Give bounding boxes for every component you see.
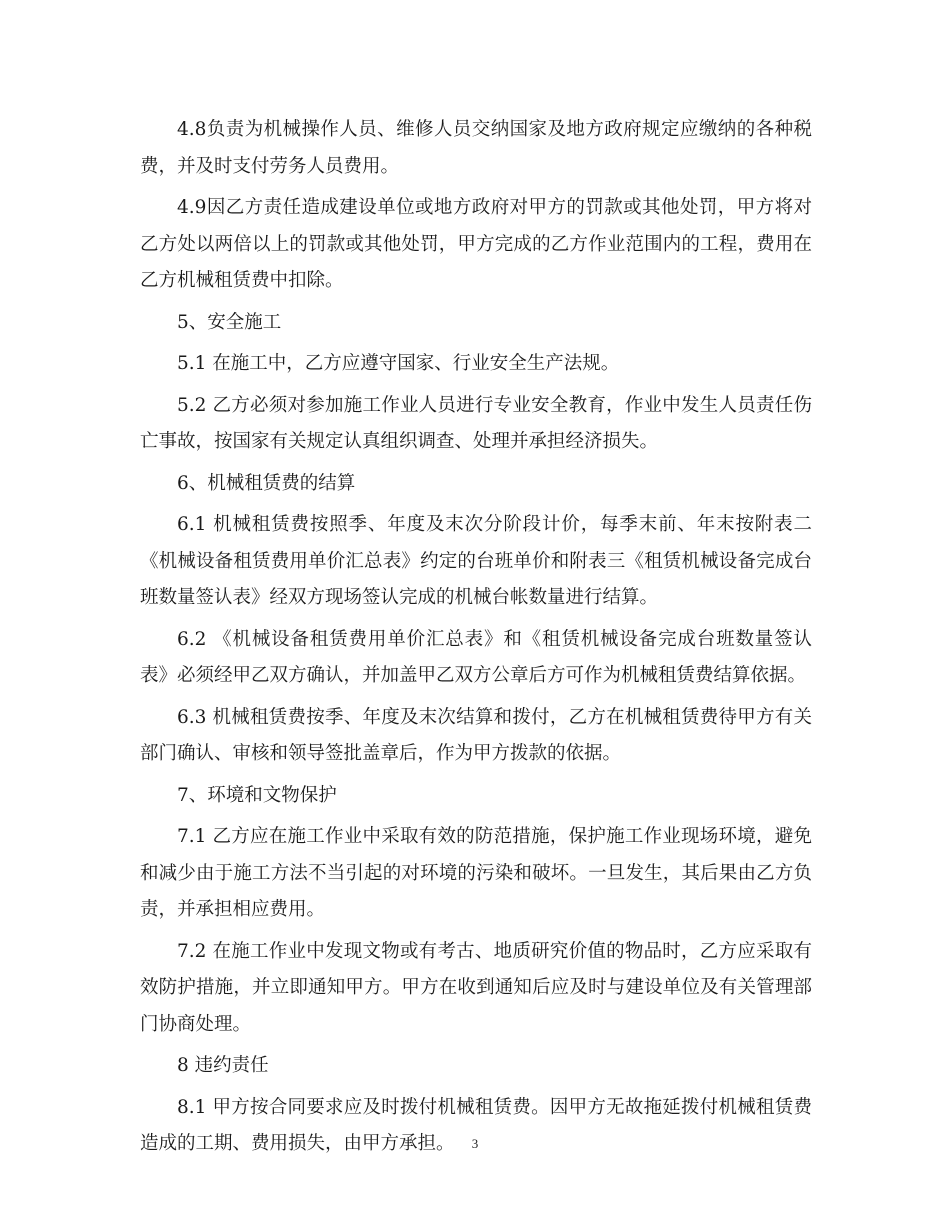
clause-6-3: 6.3 机械租赁费按季、年度及末次结算和拨付，乙方在机械租赁费待甲方有关部门确认、审核和领导签批盖章后，作为甲方拨款的依据。 xyxy=(140,706,812,764)
clause-4-8: 4.8负责为机械操作人员、维修人员交纳国家及地方政府规定应缴纳的各种税费，并及时支付劳务人员费用。 xyxy=(140,119,812,177)
section-8-heading: 8 违约责任 xyxy=(177,1055,269,1076)
clause-7-1: 7.1 乙方应在施工作业中采取有效的防范措施，保护施工作业现场环境，避免和减少由于施工方法不当引起的对环境的污染和破坏。一旦发生，其后果由乙方负责，并承担相应费用。 xyxy=(140,826,812,920)
clause-6-1: 6.1 机械租赁费按照季、年度及末次分阶段计价，每季末前、年末按附表二《机械设备租赁费用单价汇总表》约定的台班单价和附表三《租赁机械设备完成台班数量签认表》经双方现场签认完成的机械台帐数量进行结算。 xyxy=(140,514,812,608)
clause-5-2: 5.2 乙方必须对参加施工作业人员进行专业安全教育，作业中发生人员责任伤亡事故，按国家有关规定认真组织调查、处理并承担经济损失。 xyxy=(140,394,812,452)
section-6-heading: 6、机械租赁费的结算 xyxy=(177,472,356,494)
clause-8-1: 8.1 甲方按合同要求应及时拨付机械租赁费。因甲方无故拖延拨付机械租赁费造成的工期、费用损失，由甲方承担。 xyxy=(140,1096,812,1154)
clause-7-2: 7.2 在施工作业中发现文物或有考古、地质研究价值的物品时，乙方应采取有效防护措施，并立即通知甲方。甲方在收到通知后应及时与建设单位及有关管理部门协商处理。 xyxy=(140,940,812,1035)
clause-4-9: 4.9因乙方责任造成建设单位或地方政府对甲方的罚款或其他处罚，甲方将对乙方处以两倍以上的罚款或其他处罚，甲方完成的乙方作业范围内的工程，费用在乙方机械租赁费中扣除。 xyxy=(140,197,812,291)
page-number: 3 xyxy=(471,1136,479,1151)
section-7-heading: 7、环境和文物保护 xyxy=(177,784,337,806)
clause-6-2: 6.2 《机械设备租赁费用单价汇总表》和《租赁机械设备完成台班数量签认表》必须经甲乙双方确认，并加盖甲乙双方公章后方可作为机械租赁费结算依据。 xyxy=(140,628,812,686)
clause-5-1: 5.1 在施工中，乙方应遵守国家、行业安全生产法规。 xyxy=(177,353,620,374)
section-5-heading: 5、安全施工 xyxy=(177,311,282,333)
document-body xyxy=(140,112,812,1168)
